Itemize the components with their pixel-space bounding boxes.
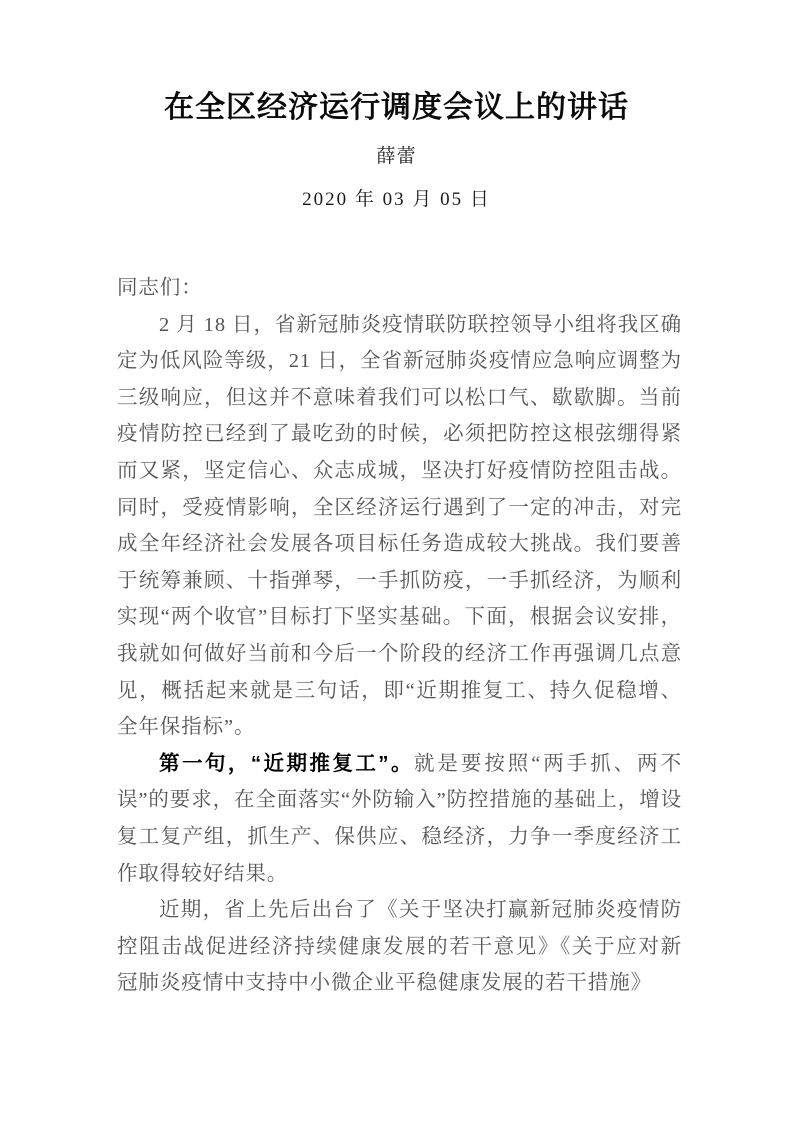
page-title: 在全区经济运行调度会议上的讲话 xyxy=(164,91,629,124)
salutation: 同志们： xyxy=(117,277,203,299)
paragraph-lead: 第一句，“近期推复工”。 xyxy=(159,751,414,775)
paragraph xyxy=(117,307,682,746)
paragraph-text: 就是要按照“两手抓、两不误”的要求，在全面落实“外防输入”防控措施的基础上，增设复工复产组，抓生产、保供应、稳经济，力争一季度经济工作取得较好结果。 xyxy=(117,752,682,885)
document-date: 2020 年 03 月 05 日 xyxy=(302,189,491,210)
document-body xyxy=(117,270,682,1002)
paragraph xyxy=(117,746,682,892)
paragraph-text: 近期，省上先后出台了《关于坚决打赢新冠肺炎疫情防控阻击战促进经济持续健康发展的若干意见》《关于应对新冠肺炎疫情中支持中小微企业平稳健康发展的若干措施》 xyxy=(117,899,682,995)
document-author: 薛蕾 xyxy=(376,146,417,167)
paragraph xyxy=(117,892,682,1002)
paragraph-text: 2 月 18 日，省新冠肺炎疫情联防联控领导小组将我区确定为低风险等级，21 日，全省新冠肺炎疫情应急响应调整为三级响应，但这并不意味着我们可以松口气、歇歇脚。当前疫情防控已经到了最吃劲的时候，必须把防控这根弦绷得紧而又紧，坚定信心、众志成城，坚决打好疫情防控阻击战。同时，受疫情影响，全区经济运行遇到了一定的冲击，对完成全年经济社会发展各项目标任务造成较大挑战。我们要善于统筹兼顾、十指弹琴，一手抓防疫，一手抓经济，为顺利实现“两个收官”目标打下坚实基础。下面，根据会议安排，我就如何做好当前和今后一个阶段的经济工作再强调几点意见，概括起来就是三句话，即“近期推复工、持久促稳增、全年保指标”。 xyxy=(117,313,682,739)
